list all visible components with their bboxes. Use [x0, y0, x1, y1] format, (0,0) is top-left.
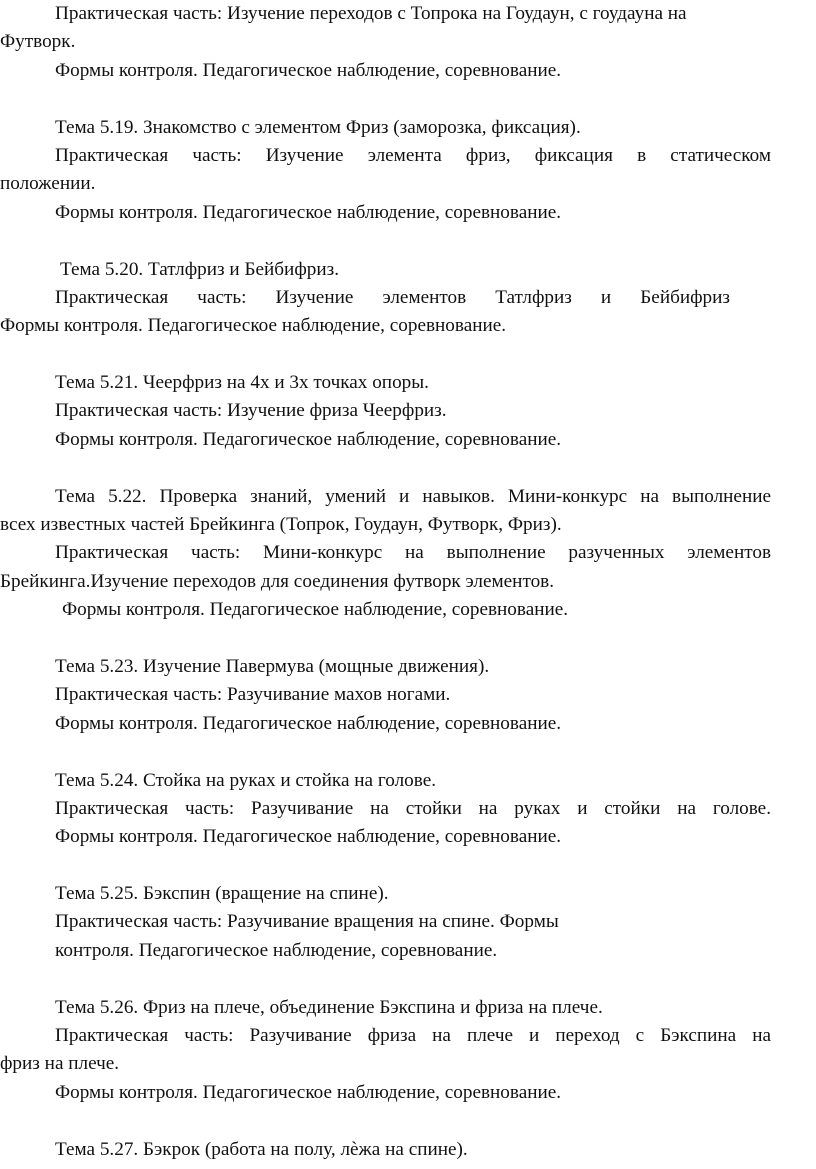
text-line: Формы контроля. Педагогическое наблюдение, соревнование.: [62, 599, 569, 620]
text-line: Практическая часть: Изучение элемента фриз, фиксация в статическом: [55, 145, 771, 166]
topic-heading: Тема 5.23. Изучение Павермува (мощные движения).: [55, 656, 490, 677]
text-line: Формы контроля. Педагогическое наблюдение, соревнование.: [0, 315, 507, 336]
text-line: Практическая часть: Изучение переходов с Топрока на Гоудаун, с гоудауна на: [55, 3, 687, 24]
text-line: Практическая часть: Мини-конкурс на выполнение разученных элементов: [55, 542, 771, 563]
text-line: Практическая часть: Изучение элементов Татлфриз и Бейбифриз: [55, 287, 730, 308]
topic-heading: Тема 5.20. Татлфриз и Бейбифриз.: [60, 259, 339, 280]
text-line: Практическая часть: Разучивание вращения на спине. Формы: [55, 911, 559, 932]
text-line: Практическая часть: Разучивание фриза на плече и переход с Бэкспина на: [55, 1025, 771, 1046]
topic-heading: Тема 5.27. Бэкрок (работа на полу, лѐжа на спине).: [55, 1139, 468, 1160]
text-line: всех известных частей Брейкинга (Топрок, Гоудаун, Футворк, Фриз).: [0, 514, 562, 535]
text-line: Формы контроля. Педагогическое наблюдение, соревнование.: [55, 1082, 562, 1103]
text-line: положении.: [0, 173, 96, 194]
topic-heading: Тема 5.21. Чеерфриз на 4х и 3х точках опоры.: [55, 372, 429, 393]
topic-heading: Тема 5.25. Бэкспин (вращение на спине).: [55, 883, 389, 904]
text-line: Футворк.: [0, 31, 76, 52]
text-line: Формы контроля. Педагогическое наблюдение, соревнование.: [55, 826, 562, 847]
topic-heading: Тема 5.19. Знакомство с элементом Фриз (заморозка, фиксация).: [55, 117, 581, 138]
text-line: фриз на плече.: [0, 1053, 120, 1074]
text-line: Практическая часть: Изучение фриза Чеерфриз.: [55, 400, 447, 421]
topic-heading: Тема 5.26. Фриз на плече, объединение Бэкспина и фриза на плече.: [55, 997, 603, 1018]
text-line: Формы контроля. Педагогическое наблюдение, соревнование.: [55, 429, 562, 450]
text-line: Формы контроля. Педагогическое наблюдение, соревнование.: [55, 713, 562, 734]
text-line: контроля. Педагогическое наблюдение, соревнование.: [55, 940, 498, 961]
topic-heading: Тема 5.24. Стойка на руках и стойка на голове.: [55, 770, 437, 791]
text-line: Практическая часть: Разучивание махов ногами.: [55, 684, 451, 705]
text-line: Формы контроля. Педагогическое наблюдение, соревнование.: [55, 60, 562, 81]
text-line: Брейкинга.Изучение переходов для соединения футворк элементов.: [0, 571, 555, 592]
text-line: Практическая часть: Разучивание на стойки на руках и стойки на голове.: [55, 798, 771, 819]
topic-heading: Тема 5.22. Проверка знаний, умений и навыков. Мини-конкурс на выполнение: [55, 486, 771, 507]
text-line: Формы контроля. Педагогическое наблюдение, соревнование.: [55, 202, 562, 223]
